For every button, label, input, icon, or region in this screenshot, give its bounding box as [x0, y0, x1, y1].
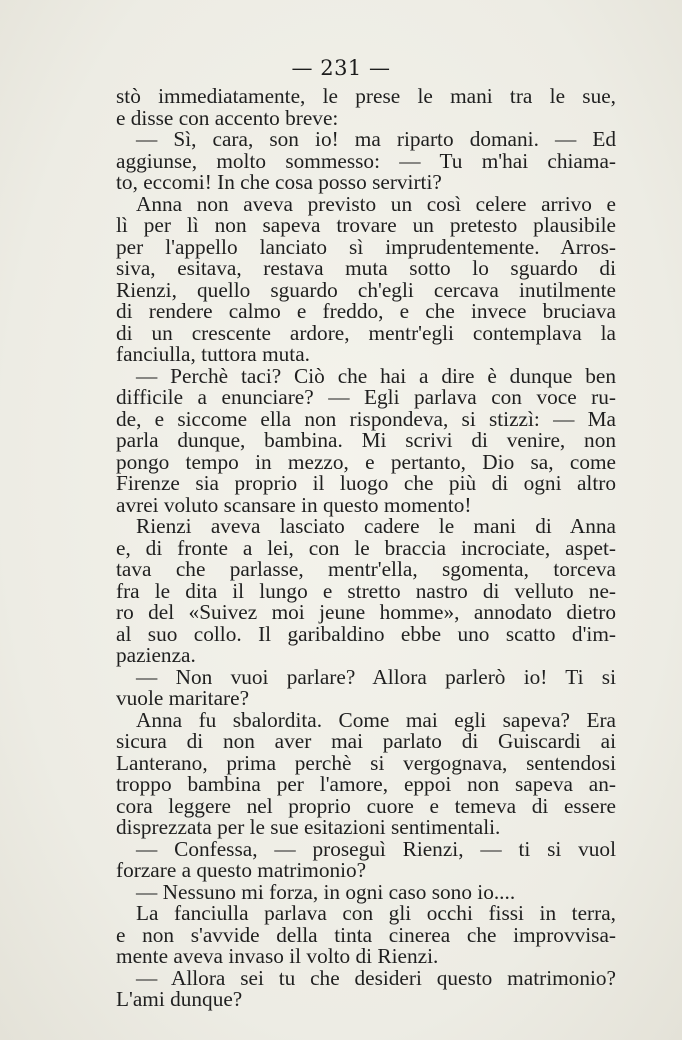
text-line: vuole maritare? — [116, 686, 250, 710]
text-line: di un crescente ardore, mentr'egli contemplava la — [116, 320, 616, 345]
text-line: — Perchè taci? Ciò che hai a dire è dunque ben — [136, 363, 616, 388]
text-line: — Allora sei tu che desideri questo matrimonio? — [136, 965, 616, 990]
text-line: — Sì, cara, son io! ma riparto domani. — Ed — [136, 127, 616, 151]
page-number: — 231 — — [291, 56, 391, 80]
text-line: difficile a enunciare? — Egli parlava con voce ru- — [116, 385, 616, 409]
text-line: La fanciulla parlava con gli occhi fissi in terra, — [136, 901, 616, 925]
text-line: pongo tempo in mezzo, e pertanto, Dio sa, come — [116, 449, 616, 474]
text-line: de, e siccome ella non rispondeva, si stizzì: — Ma — [116, 406, 616, 431]
text-line: Lanterano, prima perchè si vergognava, sentendosi — [116, 750, 616, 775]
text-line: Rienzi, quello sguardo ch'egli cercava inutilmente — [116, 277, 616, 302]
text-line: tava che parlasse, mentr'ella, sgomenta, torceva — [116, 557, 616, 581]
text-line: sicura di non aver mai parlato di Guiscardi ai — [116, 729, 616, 753]
text-line: siva, esitava, restava muta sotto lo sguardo di — [116, 256, 616, 280]
text-line: avrei voluto scansare in questo momento! — [116, 492, 472, 517]
text-line: Anna fu sbalordita. Come mai egli sapeva? Era — [136, 707, 616, 732]
text-line: fra le dita il lungo e stretto nastro di velluto ne- — [116, 578, 616, 603]
text-line: disprezzata per le sue esitazioni sentimentali. — [116, 815, 501, 839]
text-line: Firenze sia proprio il luogo che più di ogni altro — [116, 471, 616, 495]
text-line: L'ami dunque? — [116, 987, 243, 1011]
text-line: troppo bambina per l'amore, eppoi non sapeva an- — [116, 772, 616, 796]
text-line: — Confessa, — proseguì Rienzi, — ti si vuol — [136, 836, 616, 861]
text-line: Anna non aveva previsto un così celere arrivo e — [136, 191, 616, 216]
text-line: ro del «Suivez moi jeune homme», annodato dietro — [116, 600, 616, 624]
text-line: e non s'avvide della tinta cinerea che improvvisa- — [116, 922, 616, 947]
text-line: aggiunse, molto sommesso: — Tu m'hai chiama- — [116, 148, 616, 173]
text-line: mente aveva invaso il volto di Rienzi. — [116, 944, 439, 968]
text-line: pazienza. — [116, 643, 196, 667]
text-line: di rendere calmo e freddo, e che invece bruciava — [116, 299, 616, 323]
text-line: e, di fronte a lei, con le braccia incrociate, aspet- — [116, 535, 616, 560]
text-line: stò immediatamente, le prese le mani tra le sue, — [116, 84, 616, 108]
text-line: parla dunque, bambina. Mi scrivi di venire, non — [116, 428, 616, 452]
text-line: e disse con accento breve: — [116, 105, 339, 130]
text-line: Rienzi aveva lasciato cadere le mani di Anna — [136, 514, 616, 538]
text-line: — Non vuoi parlare? Allora parlerò io! Ti si — [136, 664, 616, 689]
text-line: lì per lì non sapeva trovare un pretesto plausibile — [116, 213, 616, 237]
text-line: to, eccomi! In che cosa posso servirti? — [116, 170, 442, 194]
text-line: fanciulla, tuttora muta. — [116, 342, 310, 366]
text-line: forzare a questo matrimonio? — [116, 858, 367, 882]
text-line: cora leggere nel proprio cuore e temeva di essere — [116, 793, 616, 818]
text-line: al suo collo. Il garibaldino ebbe uno scatto d'im- — [116, 621, 616, 646]
text-line: — Nessuno mi forza, in ogni caso sono io.... — [136, 879, 516, 904]
text-line: per l'appello lanciato sì imprudentemente. Arros- — [116, 234, 616, 259]
body-text — [116, 86, 616, 1011]
